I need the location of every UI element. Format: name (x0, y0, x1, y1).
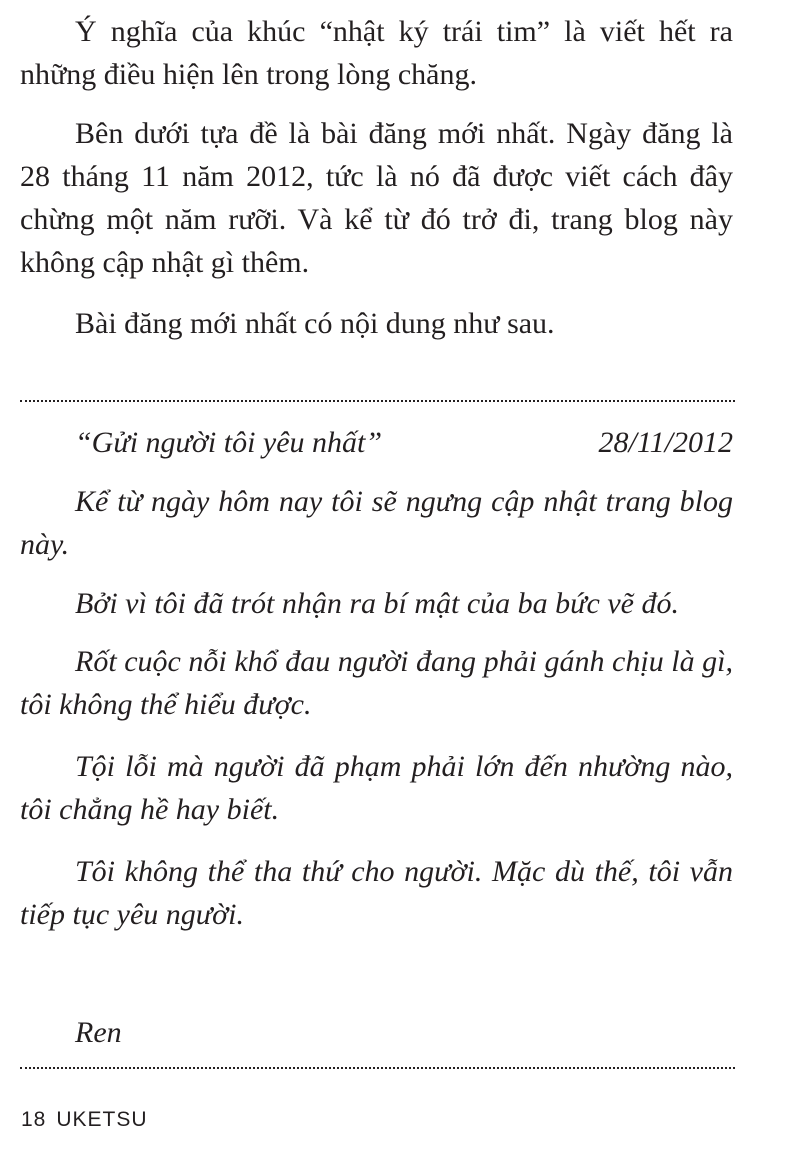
post-paragraph: Bởi vì tôi đã trót nhận ra bí mật của ba bức vẽ đó. (75, 587, 679, 620)
body-paragraph: Bài đăng mới nhất có nội dung như sau. (75, 307, 555, 340)
post-date: 28/11/2012 (598, 426, 733, 459)
page-footer (21, 1108, 148, 1132)
post-paragraph: Tội lỗi mà người đã phạm phải lớn đến nhường nào, tôi chẳng hề hay biết. (20, 750, 733, 826)
body-paragraph: Ý nghĩa của khúc “nhật ký trái tim” là viết hết ra những điều hiện lên trong lòng chăng. (20, 15, 733, 91)
page-number: 18 (21, 1108, 47, 1131)
post-paragraph: Kể từ ngày hôm nay tôi sẽ ngưng cập nhật trang blog này. (20, 485, 733, 561)
post-signature: Ren (75, 1016, 122, 1049)
post-paragraph: Tôi không thể tha thứ cho người. Mặc dù thế, tôi vẫn tiếp tục yêu người. (20, 855, 733, 931)
dotted-divider-top (20, 400, 735, 402)
post-paragraph: Rốt cuộc nỗi khổ đau người đang phải gánh chịu là gì, tôi không thể hiểu được. (20, 645, 733, 721)
body-paragraph: Bên dưới tựa đề là bài đăng mới nhất. Ngày đăng là 28 tháng 11 năm 2012, tức là nó đã được viết cách đây chừng một năm rưỡi. Và kể từ đó trở đi, trang blog này không cập nhật gì thêm. (20, 117, 733, 279)
dotted-divider-bottom (20, 1067, 735, 1069)
running-head: UKETSU (56, 1108, 148, 1131)
post-title: “Gửi người tôi yêu nhất” (75, 426, 383, 459)
